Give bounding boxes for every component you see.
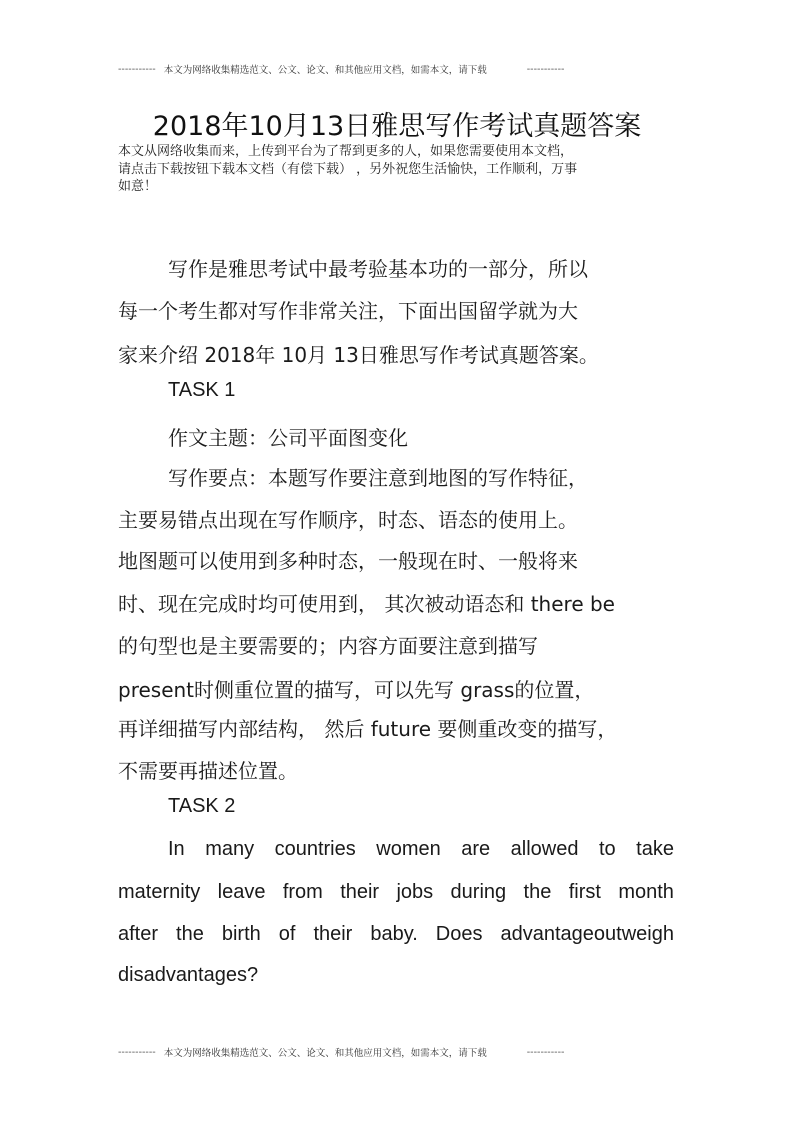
word: birth xyxy=(221,923,261,945)
page-header xyxy=(118,62,648,76)
paragraph-line: 写作要点：本题写作要注意到地图的写作特征， xyxy=(168,466,588,490)
task1-heading: TASK 1 xyxy=(168,379,236,401)
word: take xyxy=(636,838,674,860)
intro-note-line: 如意！ xyxy=(118,179,158,194)
paragraph-line: 时、现在完成时均可使用到， 其次被动语态和 there be xyxy=(118,592,615,616)
word: of xyxy=(278,923,296,945)
word: many xyxy=(205,838,255,860)
topic-line: 作文主题：公司平面图变化 xyxy=(168,426,408,450)
word: are xyxy=(461,838,491,860)
header-dashes-right: ----------- xyxy=(526,63,565,75)
word: leave xyxy=(217,881,266,903)
header-dashes-left: ----------- xyxy=(118,63,156,75)
word: allowed xyxy=(510,838,579,860)
word: In xyxy=(168,838,185,860)
word: month xyxy=(618,881,674,903)
word: their xyxy=(313,923,353,945)
word: their xyxy=(340,881,380,903)
paragraph-line: 主要易错点出现在写作顺序，时态、语态的使用上。 xyxy=(118,508,578,532)
footer-text: 本文为网络收集精选范文、公文、论文、和其他应用文档，如需本文，请下载 xyxy=(163,1048,487,1059)
word: after xyxy=(118,923,159,945)
paragraph-line: 写作是雅思考试中最考验基本功的一部分，所以 xyxy=(168,257,588,281)
question-line xyxy=(118,881,674,904)
footer-dashes-right: ----------- xyxy=(526,1046,565,1058)
word: first xyxy=(568,881,601,903)
paragraph-line: 家来介绍 2018年 10月 13日雅思写作考试真题答案。 xyxy=(118,343,599,367)
intro-note xyxy=(118,143,663,196)
paragraph-line: 每一个考生都对写作非常关注，下面出国留学就为大 xyxy=(118,299,578,323)
intro-note-line: 请点击下载按钮下载本文档（有偿下载） ，另外祝您生活愉快，工作顺利，万事 xyxy=(118,161,578,177)
word: countries xyxy=(274,838,356,860)
footer-dashes-left: ----------- xyxy=(118,1046,156,1058)
intro-note-line: 本文从网络收集而来，上传到平台为了帮到更多的人，如果您需要使用本文档， xyxy=(118,144,574,159)
paragraph-line: 的句型也是主要需要的；内容方面要注意到描写 xyxy=(118,634,538,658)
word: the xyxy=(523,881,552,903)
word: women xyxy=(376,838,441,860)
word: advantageoutweigh xyxy=(500,923,674,945)
question-line: disadvantages? xyxy=(118,964,259,986)
question-line xyxy=(118,923,674,946)
page-footer xyxy=(118,1045,648,1059)
paragraph-line: 不需要再描述位置。 xyxy=(118,759,298,783)
task2-heading: TASK 2 xyxy=(168,795,236,817)
paragraph-line: present时侧重位置的描写，可以先写 grass的位置， xyxy=(118,678,595,702)
word: from xyxy=(282,881,323,903)
word: maternity xyxy=(118,881,201,903)
paragraph-line: 地图题可以使用到多种时态，一般现在时、一般将来 xyxy=(118,549,578,573)
word: jobs xyxy=(396,881,434,903)
question-line xyxy=(168,838,674,861)
word: the xyxy=(176,923,204,945)
word: baby. xyxy=(370,923,418,945)
header-text: 本文为网络收集精选范文、公文、论文、和其他应用文档，如需本文，请下载 xyxy=(163,65,487,76)
word: during xyxy=(450,881,507,903)
word: Does xyxy=(435,923,483,945)
word: to xyxy=(598,838,616,860)
paragraph-line: 再详细描写内部结构， 然后 future 要侧重改变的描写， xyxy=(118,717,618,741)
page-title: 2018年10月13日雅思写作考试真题答案 xyxy=(152,111,642,142)
